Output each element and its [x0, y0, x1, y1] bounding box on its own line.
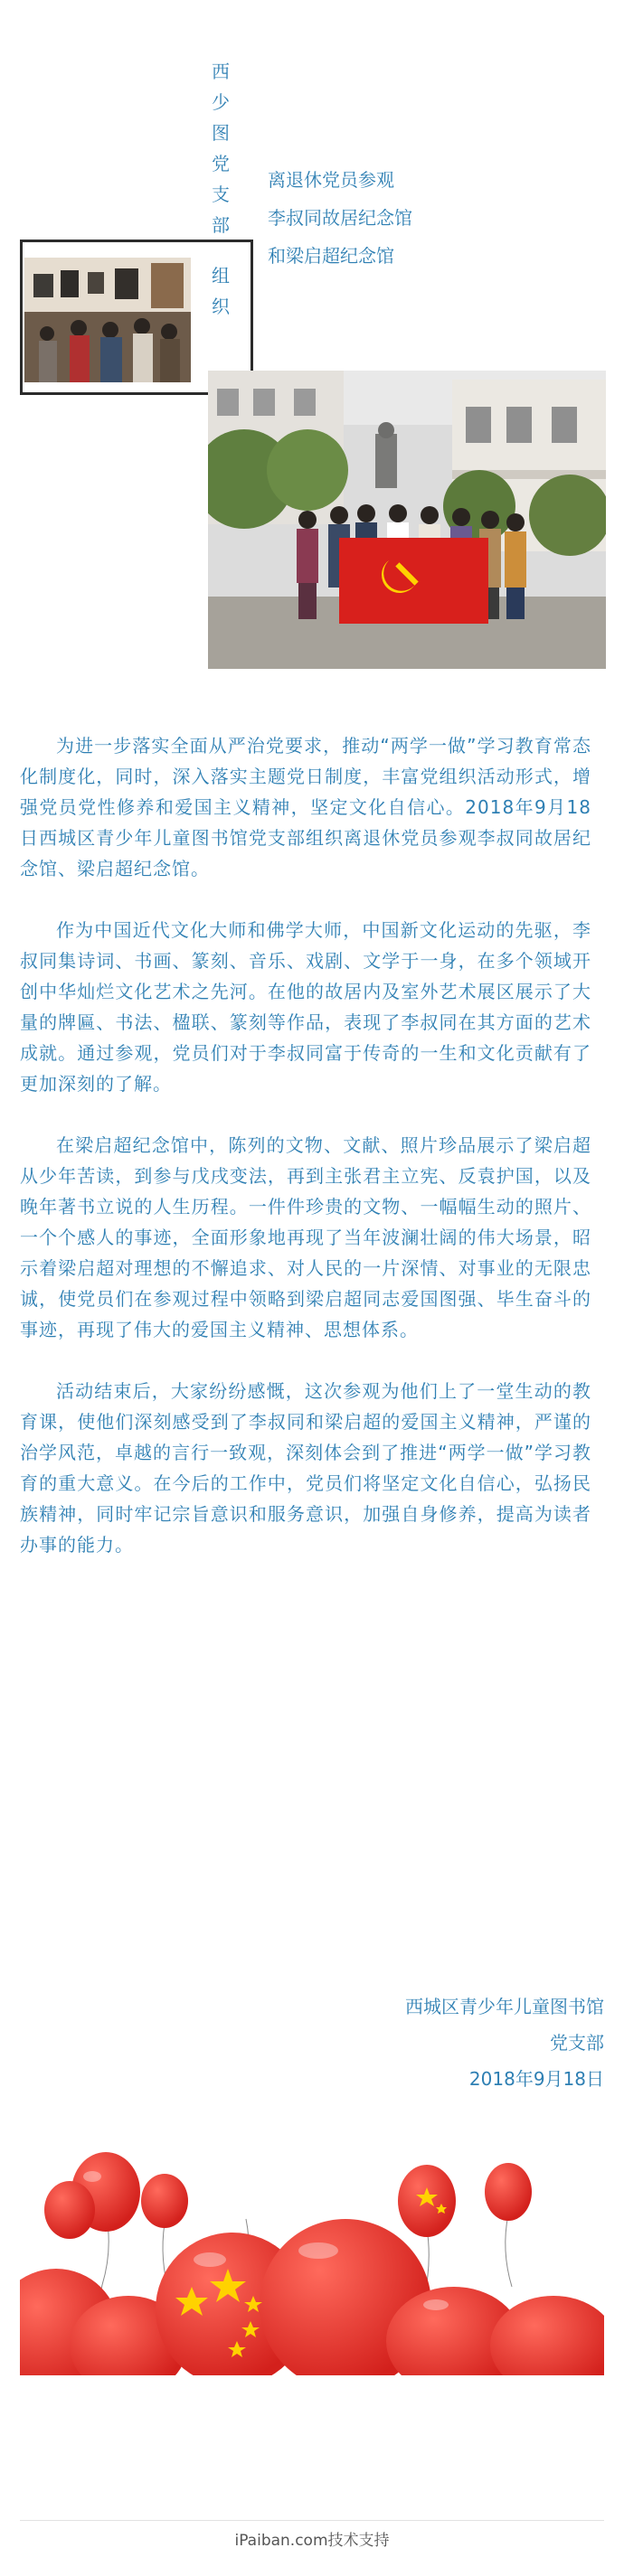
exhibition-photo — [24, 258, 191, 382]
signature-org: 西城区青少年儿童图书馆 — [405, 1996, 604, 2017]
vertical-char: 支 — [212, 183, 230, 205]
signature-date: 2018年9月18日 — [468, 2068, 604, 2090]
paragraph: 为进一步落实全面从严治党要求，推动“两学一做”学习教育常态化制度化，同时，深入落实主题党日制度，丰富党组织活动形式，增强党员党性修养和爱国主义精神，坚定文化自信心。2018年9月18日西城区青少年儿童图书馆党支部组织离退休党员参观李叔同故居纪念馆、梁启超纪念馆。 — [20, 735, 591, 879]
vertical-char: 党 — [212, 153, 230, 174]
vertical-char: 织 — [212, 296, 230, 317]
page-title — [268, 161, 412, 275]
vertical-char: 图 — [212, 122, 230, 144]
vertical-title-top — [212, 56, 230, 240]
group-photo — [208, 371, 606, 669]
signature-dept: 党支部 — [550, 2032, 604, 2054]
vertical-char: 组 — [212, 265, 230, 287]
vertical-char: 西 — [212, 61, 230, 82]
paragraph: 活动结束后，大家纷纷感慨，这次参观为他们上了一堂生动的教育课，使他们深刻感受到了李叔同和梁启超的爱国主义精神，严谨的治学风范，卓越的言行一致观，深刻体会到了推进“两学一做”学习教育的重大意义。在今后的工作中，党员们将坚定文化自信心，弘扬民族精神，同时牢记宗旨意识和服务意识，加强自身修养，提高为读者办事的能力。 — [20, 1380, 591, 1556]
vertical-char: 少 — [212, 91, 230, 113]
footer-divider — [20, 2520, 604, 2521]
footer-credit[interactable] — [0, 2527, 624, 2554]
footer-link[interactable]: iPaiban.com技术支持 — [234, 2532, 390, 2550]
balloon-decoration — [20, 2151, 604, 2377]
signature-block — [405, 1988, 604, 2097]
paragraph: 在梁启超纪念馆中，陈列的文物、文献、照片珍品展示了梁启超从少年苦读，到参与戊戌变法，再到主张君主立宪、反袁护国，以及晚年著书立说的人生历程。一件件珍贵的文物、一幅幅生动的照片、一个个感人的事迹，全面形象地再现了当年波澜壮阔的伟大场景，昭示着梁启超对理想的不懈追求、对人民的一片深情、对事业的无限忠诚，使党员们在参观过程中领略到梁启超同志爱国图强、毕生奋斗的事迹，再现了伟大的爱国主义精神、思想体系。 — [20, 1134, 591, 1340]
paragraph: 作为中国近代文化大师和佛学大师，中国新文化运动的先驱，李叔同集诗词、书画、篆刻、音乐、戏剧、文学于一身，在多个领域开创中华灿烂文化艺术之先河。在他的故居内及室外艺术展区展示了大量的牌匾、书法、楹联、篆刻等作品，表现了李叔同在其方面的艺术成就。通过参观，党员们对于李叔同富于传奇的一生和文化贡献有了更加深刻的了解。 — [20, 919, 591, 1095]
article-body — [20, 730, 591, 1591]
vertical-char: 部 — [212, 214, 230, 236]
title-line: 和梁启超纪念馆 — [268, 245, 394, 267]
title-line: 离退休党员参观 — [268, 169, 394, 191]
title-line: 李叔同故居纪念馆 — [268, 207, 412, 229]
